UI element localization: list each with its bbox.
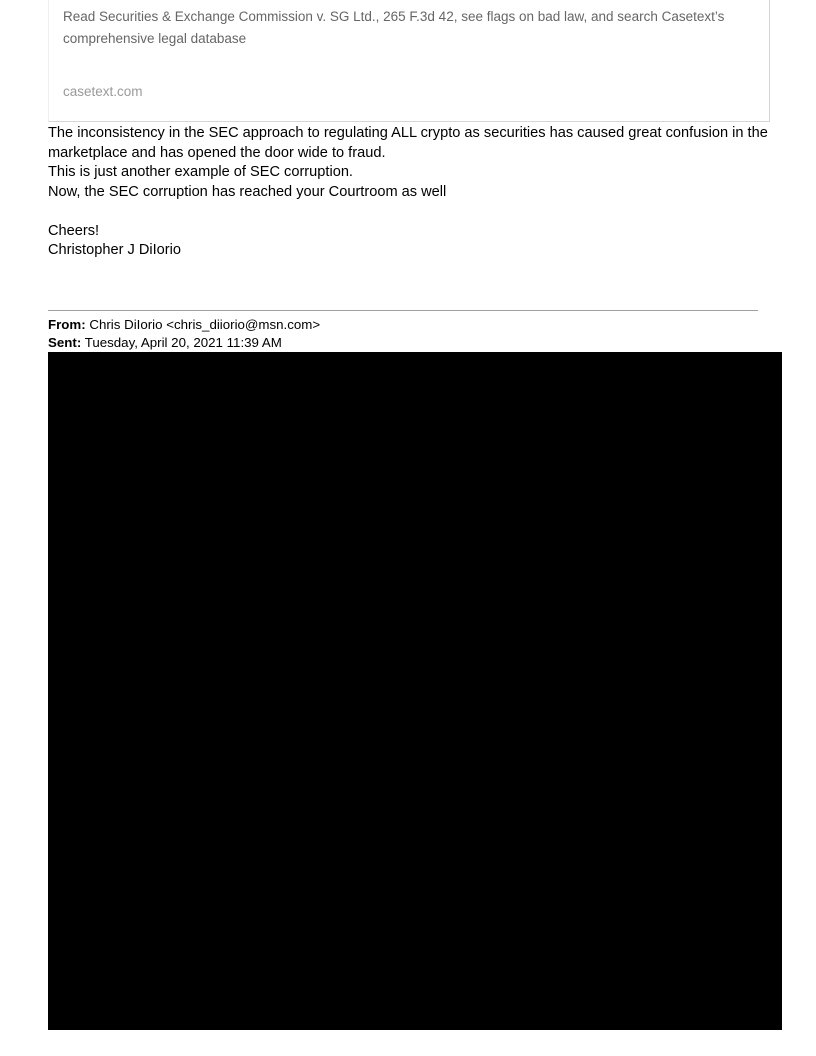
email-body bbox=[48, 124, 768, 261]
body-paragraph: Now, the SEC corruption has reached your Courtroom as well bbox=[48, 183, 447, 200]
from-value: Chris DiIorio <chris_diiorio@msn.com> bbox=[89, 317, 321, 332]
from-label: From: bbox=[48, 317, 86, 332]
divider bbox=[48, 310, 758, 311]
sent-line bbox=[48, 334, 320, 352]
from-line bbox=[48, 316, 320, 334]
link-preview-site[interactable]: casetext.com bbox=[63, 84, 143, 99]
sent-label: Sent: bbox=[48, 335, 82, 350]
signature: Christopher J DiIorio bbox=[48, 242, 182, 258]
body-paragraph: The inconsistency in the SEC approach to regulating ALL crypto as securities has caused great confusion in the marketplace and has opened the door wide to fraud. bbox=[48, 125, 768, 161]
email-header bbox=[48, 316, 320, 352]
closing: Cheers! bbox=[48, 222, 100, 239]
body-paragraph: This is just another example of SEC corruption. bbox=[48, 164, 353, 180]
link-preview-card[interactable] bbox=[48, 0, 770, 122]
redaction-block bbox=[48, 352, 782, 1030]
link-preview-description: Read Securities & Exchange Commission v. SG Ltd., 265 F.3d 42, see flags on bad law, and search Casetext’s comprehensive legal database bbox=[63, 9, 725, 46]
sent-value: Tuesday, April 20, 2021 11:39 AM bbox=[84, 335, 282, 350]
